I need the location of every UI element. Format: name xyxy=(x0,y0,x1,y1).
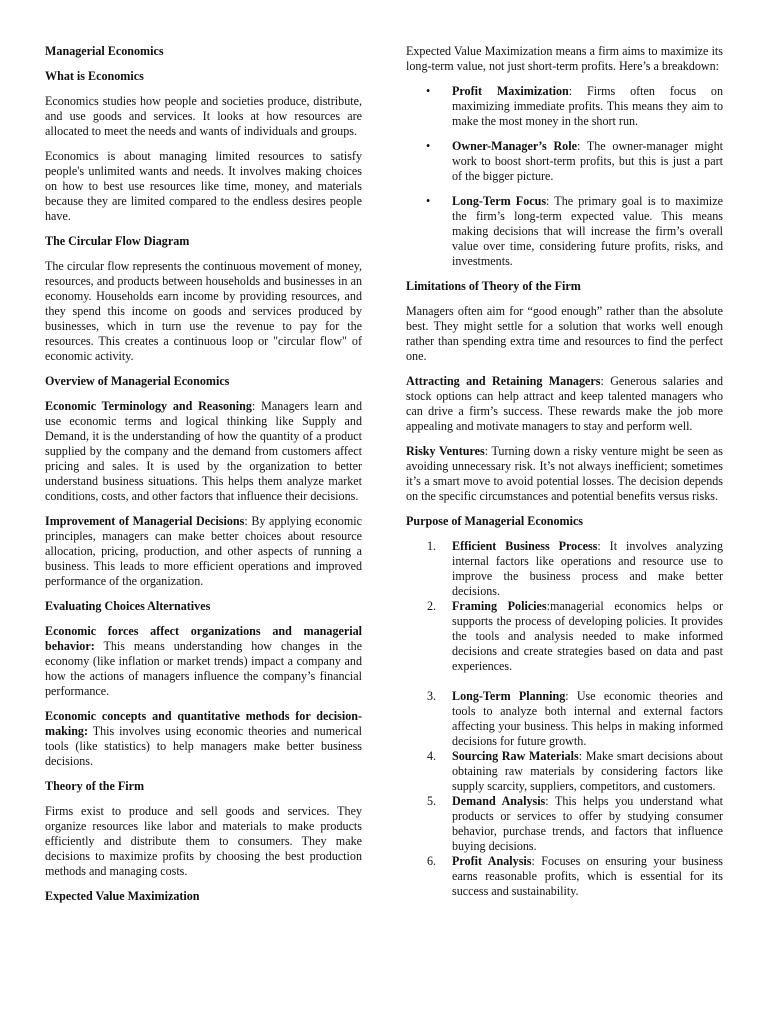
paragraph-limitations: Managers often aim for “good enough” rather than the absolute best. They might settle for a solution that works well enough rather than spending extra time and resources to find the perfect one. xyxy=(406,304,723,363)
paragraph-improvement xyxy=(45,514,362,589)
bullet-label: Profit Maximization xyxy=(452,84,569,98)
economic-forces-text: This means understanding how changes in the economy (like inflation or market trends) impact a company and how the actions of managers influence the company’s financial performance. xyxy=(45,639,362,698)
paragraph-circular-flow: The circular flow represents the continuous movement of money, resources, and products between households and businesses in an economy. Households earn income by providing resources, and they spend this income on goods and services produced by businesses, which in turn use the revenue to pay for the resources. This creates a continuous loop or "circular flow" of economic activity. xyxy=(45,259,362,363)
purpose-text: :managerial economics helps or supports the process of developing policies. It provides the tools and analysis needed to make informed decisions and create strategies based on data and past experiences. xyxy=(452,599,723,673)
purpose-label: Framing Policies xyxy=(452,599,547,613)
section-heading-purpose: Purpose of Managerial Economics xyxy=(406,514,584,528)
section-heading-evaluating: Evaluating Choices Alternatives xyxy=(45,599,211,613)
list-number: 1. xyxy=(427,539,437,553)
list-item xyxy=(406,749,723,794)
economic-forces-label: Economic forces affect organizations and managerial behavior: xyxy=(45,624,362,653)
bullet-icon: • xyxy=(426,194,431,208)
purpose-label: Demand Analysis xyxy=(452,794,546,808)
left-column xyxy=(45,44,362,914)
purpose-text: : Focuses on ensuring your business earns reasonable profits, which is essential for its success and sustainability. xyxy=(452,854,724,898)
purpose-text: : It involves analyzing internal factors like operations and resource use to improve the business process and make better decisions. xyxy=(452,539,723,598)
section-heading-overview: Overview of Managerial Economics xyxy=(45,374,230,388)
list-number: 3. xyxy=(427,689,437,703)
bullet-label: Owner-Manager’s Role xyxy=(452,139,577,153)
paragraph-terminology xyxy=(45,399,362,504)
purpose-label: Long-Term Planning xyxy=(452,689,566,703)
list-item xyxy=(406,194,723,269)
list-item xyxy=(406,139,723,184)
list-item xyxy=(406,854,723,899)
section-heading-limitations: Limitations of Theory of the Firm xyxy=(406,279,581,293)
risky-ventures-text: : Turning down a risky venture might be seen as avoiding unnecessary risk. It’s not always inefficient; sometimes it’s a smart move to avoid potential losses. The decision depends on the specific circumstances and potential benefits versus risks. xyxy=(406,444,723,503)
list-number: 6. xyxy=(427,854,437,868)
risky-ventures-label: Risky Ventures xyxy=(406,444,485,458)
attracting-label: Attracting and Retaining Managers xyxy=(406,374,601,388)
list-item xyxy=(406,539,723,599)
paragraph-what-is-economics-1: Economics studies how people and societies produce, distribute, and use goods and services. It looks at how resources are allocated to meet the needs and wants of individuals and groups. xyxy=(45,94,362,138)
paragraph-risky-ventures xyxy=(406,444,723,504)
paragraph-theory-of-firm: Firms exist to produce and sell goods and services. They organize resources like labor and materials to make products efficiently and distribute them to consumers. They make decisions to maximize profits by choosing the best production methods and managing costs. xyxy=(45,804,362,878)
list-item xyxy=(406,794,723,854)
list-item xyxy=(406,689,723,749)
list-number: 2. xyxy=(427,599,437,613)
document-title: Managerial Economics xyxy=(45,44,164,58)
purpose-text: : Use economic theories and tools to analyze both internal and external factors affecting your business. This helps in making informed decisions for future growth. xyxy=(452,689,723,748)
purpose-numbered-list xyxy=(406,539,723,899)
terminology-label: Economic Terminology and Reasoning xyxy=(45,399,252,413)
list-item xyxy=(406,84,723,129)
bullet-text: : Firms often focus on maximizing immediate profits. This means they aim to make the most money in the short run. xyxy=(452,84,723,128)
improvement-label: Improvement of Managerial Decisions xyxy=(45,514,245,528)
list-number: 4. xyxy=(427,749,437,763)
section-heading-circular-flow: The Circular Flow Diagram xyxy=(45,234,190,248)
paragraph-evm-intro: Expected Value Maximization means a firm aims to maximize its long-term value, not just short-term profits. Here’s a breakdown: xyxy=(406,44,723,73)
improvement-text: : By applying economic principles, managers can make better choices about resource allocation, pricing, production, and other aspects of running a business. This leads to more efficient operations and improved performance of the organization. xyxy=(45,514,362,588)
purpose-text: : Make smart decisions about obtaining raw materials by considering factors like supply scarcity, suppliers, competitors, and customers. xyxy=(452,749,723,793)
paragraph-attracting-managers xyxy=(406,374,723,434)
list-number: 5. xyxy=(427,794,437,808)
terminology-text: : Managers learn and use economic terms and logical thinking like Supply and Demand, it is the understanding of how the quantity of a product supplied by the company and the demand from customers affect pricing and sales. It is used by the organization to better understand business situations. This helps them analyze market conditions, costs, and other factors that influence their decisions. xyxy=(45,399,362,503)
section-heading-theory-of-firm: Theory of the Firm xyxy=(45,779,145,793)
bullet-label: Long-Term Focus xyxy=(452,194,547,208)
economic-concepts-text: This involves using economic theories and numerical tools (like statistics) to help managers make better business decisions. xyxy=(45,724,362,768)
purpose-label: Profit Analysis xyxy=(452,854,532,868)
paragraph-what-is-economics-2: Economics is about managing limited resources to satisfy people's unlimited wants and needs. It involves making choices on how to best use resources like time, money, and materials because they are limited compared to the endless desires people have. xyxy=(45,149,362,223)
purpose-label: Efficient Business Process xyxy=(452,539,598,553)
bullet-icon: • xyxy=(426,139,431,153)
paragraph-economic-concepts xyxy=(45,709,362,769)
evm-bullet-list xyxy=(406,84,723,269)
list-item xyxy=(406,599,723,674)
bullet-text: : The owner-manager might work to boost short-term profits, but this is just a part of the bigger picture. xyxy=(452,139,724,183)
economic-concepts-label: Economic concepts and quantitative methods for decision-making: xyxy=(45,709,362,738)
paragraph-economic-forces xyxy=(45,624,362,699)
attracting-text: : Generous salaries and stock options can help attract and keep talented managers who can drive a firm’s success. These rewards make the job more appealing and motivate managers to stay and perform well. xyxy=(406,374,724,433)
purpose-text: : This helps you understand what products or services to offer by studying consumer behavior, purchase trends, and factors that influence buying decisions. xyxy=(452,794,723,853)
purpose-label: Sourcing Raw Materials xyxy=(452,749,579,763)
bullet-text: : The primary goal is to maximize the firm’s long-term expected value. This means making decisions that will increase the firm’s overall value over time, considering future profits, risks, and investments. xyxy=(452,194,723,268)
bullet-icon: • xyxy=(426,84,431,98)
right-column xyxy=(406,44,723,899)
section-heading-what-is-economics: What is Economics xyxy=(45,69,144,83)
section-heading-expected-value: Expected Value Maximization xyxy=(45,889,200,903)
